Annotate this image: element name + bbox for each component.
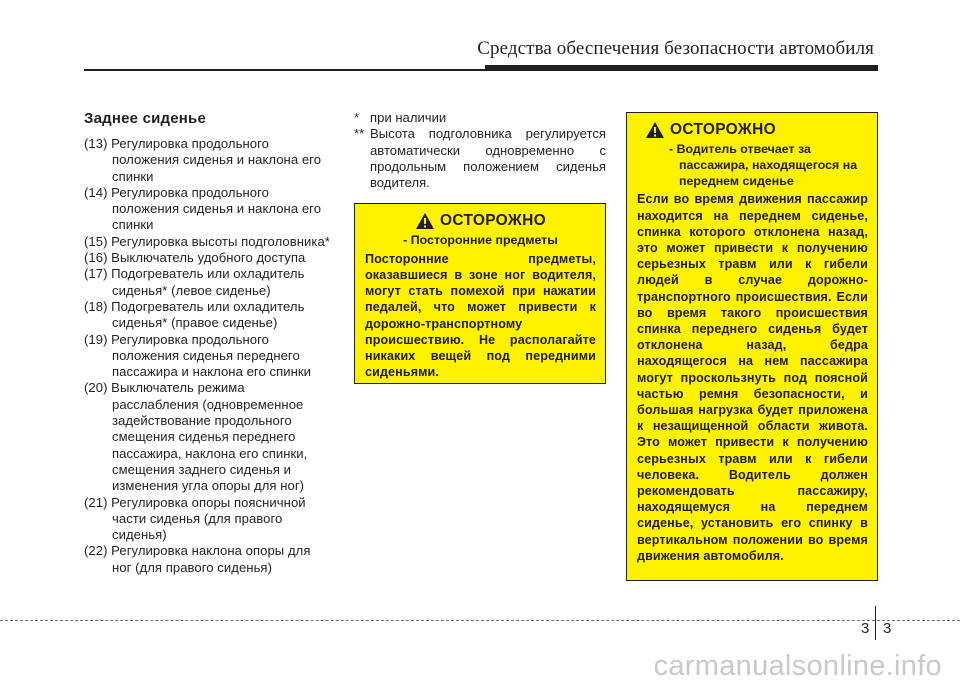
- footnotes: [354, 110, 606, 191]
- warning-subheading: - Водитель отвечает за пассажира, находящегося на переднем сиденье: [669, 142, 858, 188]
- list-item: (14) Регулировка продольного положения сиденья и наклона его спинки: [84, 184, 322, 233]
- warning-body: Если во время движения пассажир находится на переднем сиденье, спинка которого отклонена назад, это может привести к получению серьезных травм или к гибели людей в случае дорожно-транспортного происшествия. Если во время такого происшествия спинка переднего сиденья будет отклонена назад, бедра находящегося на нем пассажира могут проскользнуть под поясной частью ремня безопасности, и большая нагрузка будет приложена к незащищенной области живота. Это может привести к получению серьезных травм или к гибели человека. Водитель должен рекомендовать пассажиру, находящемуся на переднем сиденье, установить его спинку в вертикальном положении во время движения автомобиля.: [637, 192, 868, 563]
- list-item: (16) Выключатель удобного доступа: [84, 250, 306, 266]
- warning-subheading: - Посторонние предметы: [403, 233, 558, 247]
- warning-heading-text: ОСТОРОЖНО: [440, 212, 546, 229]
- warning-heading: [637, 121, 868, 139]
- warning-body: Посторонние предметы, оказавшиеся в зоне ног водителя, могут стать помехой при нажатии педалей, что может привести к дорожно-транспортному происшествию. Не располагайте никаких вещей под передними сиденьями.: [365, 251, 596, 380]
- footnote-mark: *: [354, 110, 360, 125]
- warning-heading: [365, 212, 596, 230]
- warning-heading-text: ОСТОРОЖНО: [670, 121, 776, 138]
- warning-triangle-icon: [645, 121, 665, 139]
- footnote-text: Высота подголовника регулируется автоматически одновременно с продольным положением сиденья водителя.: [370, 126, 606, 191]
- warning-triangle-icon: [415, 212, 435, 230]
- list-item: (13) Регулировка продольного положения сиденья и наклона его спинки: [84, 136, 322, 184]
- list-item: (17) Подогреватель или охладитель сиденья* (левое сиденье): [84, 266, 305, 298]
- footnote-mark: **: [354, 126, 365, 142]
- section-title: Заднее сиденье: [84, 110, 207, 127]
- watermark: carmanualsonline.info: [653, 650, 942, 682]
- page-header-title: Средства обеспечения безопасности автомобиля: [477, 38, 874, 59]
- footnote: [354, 110, 606, 126]
- footnote: [354, 126, 606, 191]
- list-item: (19) Регулировка продольного положения сиденья переднего пассажира и наклона его спинки: [84, 331, 311, 380]
- page-number-divider: [875, 606, 876, 640]
- left-column: [84, 110, 330, 576]
- list-item: (18) Подогреватель или охладитель сиденья* (правое сиденье): [84, 298, 305, 331]
- warning-box-objects: [354, 203, 606, 384]
- list-item: (22) Регулировка наклона опоры для ног (для правого сиденья): [84, 543, 311, 575]
- page-number: 3: [883, 620, 892, 637]
- list-item: (15) Регулировка высоты подголовника*: [84, 233, 330, 249]
- chapter-number: 3: [861, 620, 870, 637]
- footer-rule: [0, 620, 960, 621]
- footnote-text: при наличии: [370, 110, 447, 125]
- list-item: (20) Выключатель режима расслабления (одновременное задействование продольного смещения сиденья переднего пассажира, наклона его спинки, смещения заднего сиденья и изменения угла опоры для ног): [84, 380, 308, 494]
- warning-box-passenger: [626, 112, 878, 581]
- header-rule-accent: [485, 65, 878, 70]
- list-item: (21) Регулировка опоры поясничной части сиденья (для правого сиденья): [84, 494, 306, 543]
- controls-list: [84, 136, 330, 576]
